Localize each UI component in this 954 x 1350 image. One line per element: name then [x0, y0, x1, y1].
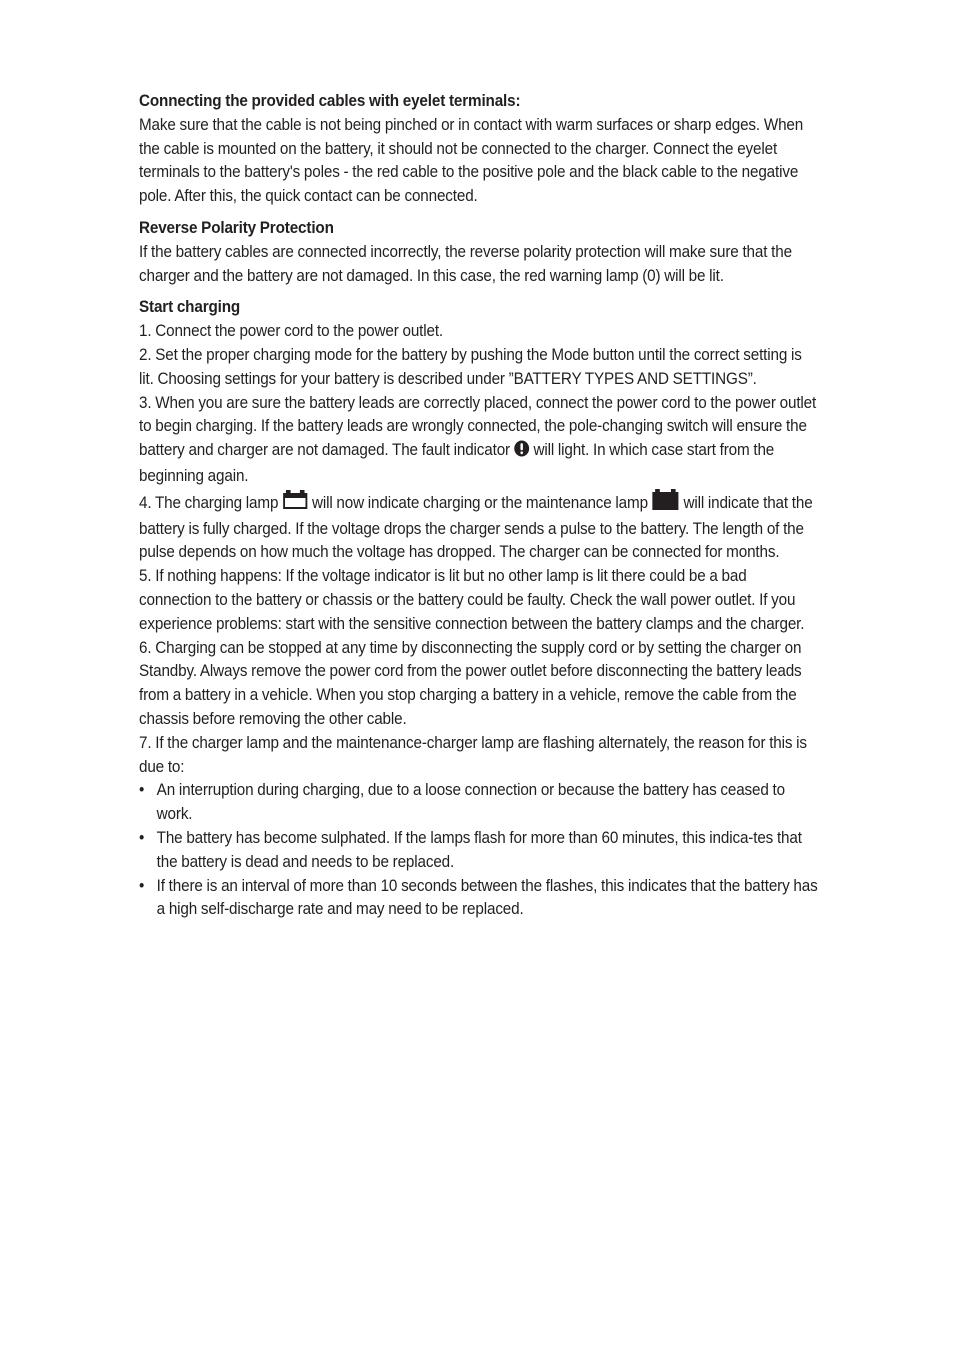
section-polarity: [139, 217, 820, 288]
bullet-marker: •: [139, 876, 145, 895]
step-4-text-c: will indicate that the battery is fully charged. If the voltage drops the charger sends a pulse to the battery. The length of the pulse depends on how much the voltage has dropped. The charger can be connected for months.: [139, 493, 813, 562]
manual-page: [139, 90, 820, 930]
list-item: [139, 779, 820, 827]
step-4-text-a: 4. The charging lamp: [139, 493, 279, 512]
battery-outline-icon: [282, 490, 308, 518]
section-start-charging: [139, 296, 820, 922]
list-item: [139, 827, 820, 875]
battery-filled-icon: [652, 489, 680, 518]
step-3: [139, 392, 820, 489]
step-1: 1. Connect the power cord to the power outlet.: [139, 322, 444, 341]
bullet-text: An interruption during charging, due to a loose connection or because the battery has ceased to work.: [156, 781, 785, 824]
step-2: 2. Set the proper charging mode for the battery by pushing the Mode button until the correct setting is lit. Choosing settings for your battery is described under ”BATTERY TYPES AND SETTINGS”.: [139, 345, 802, 388]
step-4: [139, 489, 820, 565]
step-3-text-a: 3. When you are sure the battery leads are correctly placed, connect the power cord to the power outlet to begin charging. If the battery leads are wrongly connected, the pole-changing switch will ensure the battery and charger are not damaged. The fault indicator: [139, 393, 817, 460]
bullet-marker: •: [139, 781, 145, 800]
step-4-text-b: will now indicate charging or the maintenance lamp: [311, 493, 648, 512]
bullet-text: If there is an interval of more than 10 seconds between the flashes, this indicates that the battery has a high self-discharge rate and may need to be replaced.: [156, 876, 818, 919]
bullet-marker: •: [139, 828, 145, 847]
exclamation-circle-icon: [514, 440, 530, 465]
heading-polarity: Reverse Polarity Protection: [139, 218, 334, 237]
list-item: [139, 875, 820, 923]
paragraph-cables: Make sure that the cable is not being pinched or in contact with warm surfaces or sharp edges. When the cable is mounted on the battery, it should not be connected to the charger. Connect the eyelet terminals to the battery's poles - the red cable to the positive pole and the black cable to the negative pole. After this, the quick contact can be connected.: [139, 115, 804, 206]
step-6: 6. Charging can be stopped at any time by disconnecting the supply cord or by setting the charger on Standby. Always remove the power cord from the power outlet before disconnecting the battery leads from a battery in a vehicle. When you stop charging a battery in a vehicle, remove the cable from the chassis before removing the other cable.: [139, 638, 802, 728]
paragraph-polarity: If the battery cables are connected incorrectly, the reverse polarity protection will make sure that the charger and the battery are not damaged. In this case, the red warning lamp (0) will be lit.: [139, 242, 792, 285]
bullet-text: The battery has become sulphated. If the lamps flash for more than 60 minutes, this indica-tes that the battery is dead and needs to be replaced.: [156, 828, 802, 871]
step-3-text-b: will light. In which case start from the beginning again.: [139, 441, 775, 485]
heading-cables: Connecting the provided cables with eyelet terminals:: [139, 92, 521, 110]
section-cables: [139, 90, 820, 209]
step-5: 5. If nothing happens: If the voltage indicator is lit but no other lamp is lit there could be a bad connection to the battery or chassis or the battery could be faulty. Check the wall power outlet. If you experience problems: start with the sensitive connection between the battery clamps and the charger.: [139, 567, 805, 633]
step-7: 7. If the charger lamp and the maintenance-charger lamp are flashing alternately, the reason for this is due to:: [139, 733, 807, 776]
heading-start-charging: Start charging: [139, 298, 241, 317]
